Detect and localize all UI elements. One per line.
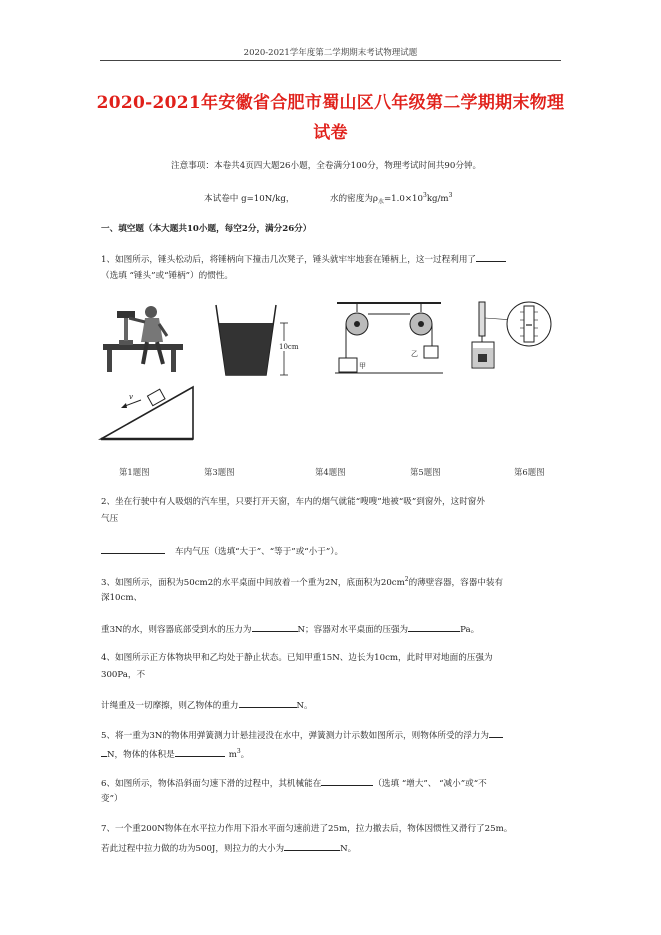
q2-line2: 气压 <box>101 514 119 524</box>
q5-line2 <box>101 746 249 761</box>
q4-line2: 300Pa，不 <box>101 670 146 680</box>
caption-fig4: 第4题图 <box>315 467 346 477</box>
q3-text-b: 的薄壁容器，容器中装有 <box>408 577 504 588</box>
q1-line1 <box>101 252 506 266</box>
q5-text-a: 5、将一重为3N的物体用弹簧测力计悬挂浸没在水中，弹簧测力计示数如图所示，则物体所受的浮力为 <box>101 731 489 741</box>
q7-text-a: 若此过程中拉力做的功为500J，则拉力的大小为 <box>101 844 285 854</box>
caption-fig3: 第3题图 <box>204 467 235 477</box>
q3-line1 <box>101 574 503 589</box>
page-title-line1: 2020-2021年安徽省合肥市蜀山区八年级第二学期期末物理 <box>96 93 565 113</box>
q1-text: 1、如图所示，锤头松动后，将锤柄向下撞击几次凳子，锤头就牢牢地套在锤柄上，这一过程利用了 <box>101 255 477 265</box>
q5-text-b: N，物体的体积是 <box>107 749 175 760</box>
q4-text-b: N。 <box>296 701 313 711</box>
q7-line1: 7、一个重200N物体在水平拉力作用下沿水平面匀速前进了25m，拉力撤去后，物体因惯性又滑行了25m。 <box>101 824 513 834</box>
page-title-line2: 试卷 <box>313 123 348 143</box>
q2-blank[interactable] <box>101 544 165 554</box>
q3-text-d: N；容器对水平桌面的压强为 <box>297 625 409 635</box>
q1-blank[interactable] <box>476 252 506 262</box>
q6-text-a: 6、如图所示，物体沿斜面匀速下滑的过程中，其机械能在 <box>101 779 322 789</box>
q4-line1: 4、如图所示正方体物块甲和乙均处于静止状态。已知甲重15N、边长为10cm，此时甲对地面的压强为 <box>101 653 493 663</box>
fig4-yi-label: 乙 <box>411 350 418 358</box>
q5-text-c: m <box>228 749 237 760</box>
q1-line2: （选填 “锤头”或“锤柄”）的惯性。 <box>101 271 234 281</box>
caption-fig5: 第5题图 <box>410 467 441 477</box>
density-prefix: 水的密度为ρ <box>329 193 378 204</box>
q3-blank-force[interactable] <box>252 622 298 632</box>
q3-text-c: 重3N的水，则容器底部受到水的压力为 <box>101 625 252 635</box>
q4-blank[interactable] <box>239 698 297 708</box>
q3-text-a: 3、如图所示，面积为50cm2的水平桌面中间放着一个重为2N，底面积为20cm <box>101 577 405 588</box>
q5-exp: 3 <box>236 748 241 755</box>
exam-notes: 注意事项：本卷共4页四大题26小题，全卷满分100分，物理考试时间共90分钟。 <box>171 161 482 171</box>
g-constant: 本试卷中 g=10N/kg， <box>204 193 295 204</box>
q3-exp: 2 <box>404 576 409 583</box>
density-sub: 水 <box>377 198 384 206</box>
density-exp: 3 <box>423 192 427 199</box>
running-header: 2020-2021学年度第二学期期末考试物理试题 <box>243 48 418 58</box>
q4-text-a: 计绳重及一切摩擦，则乙物体的重力 <box>101 701 239 711</box>
q2-line1: 2、坐在行驶中有人吸烟的汽车里，只要打开天窗，车内的烟气就能“嗖嗖”地被“吸”到窗外，这时窗外 <box>101 497 485 507</box>
fig3-container <box>214 303 299 378</box>
fig4-jia-label: 甲 <box>359 362 366 370</box>
caption-fig6: 第6题图 <box>514 467 545 477</box>
q7-line2 <box>101 841 356 855</box>
fig3-height-label: 10cm <box>279 343 299 351</box>
q5-blank-volume[interactable] <box>175 747 225 757</box>
section-heading: 一、填空题（本大题共10小题，每空2分，满分26分） <box>101 224 312 234</box>
q6-blank[interactable] <box>321 776 373 786</box>
q3-blank-pressure[interactable] <box>408 622 460 632</box>
fig6-velocity-label: v <box>129 393 133 401</box>
density-value: =1.0×10 <box>383 193 423 204</box>
q6-line1 <box>101 776 487 790</box>
q3-line3 <box>101 622 479 636</box>
caption-fig1: 第1题图 <box>119 467 150 477</box>
q7-blank[interactable] <box>284 841 340 851</box>
q6-line2: 变”） <box>101 794 123 804</box>
q7-text-b: N。 <box>340 844 357 854</box>
fig5-spring-scale <box>467 298 559 378</box>
q3-text-e: Pa。 <box>460 625 480 635</box>
q2-line3 <box>101 544 343 558</box>
q3-line2: 深10cm、 <box>101 593 143 603</box>
fig6-inclined-plane <box>99 383 195 441</box>
density-unit-exp: 3 <box>448 192 453 199</box>
density-unit: kg/m <box>426 193 449 204</box>
q6-text-b: （选填 “增大”、 “减小”或“不 <box>373 779 487 789</box>
fig4-pulley-system <box>333 300 445 376</box>
q2-text: 车内气压（选填“大于”、“等于”或“小于”）。 <box>175 547 344 557</box>
q5-line1 <box>101 728 503 742</box>
constants-line <box>204 190 452 209</box>
fig1-hammer-illustration <box>101 300 187 375</box>
q5-blank-buoyancy[interactable] <box>489 728 503 738</box>
q5-text-d: 。 <box>240 749 250 760</box>
q4-line3 <box>101 698 313 712</box>
header-divider <box>100 60 561 61</box>
